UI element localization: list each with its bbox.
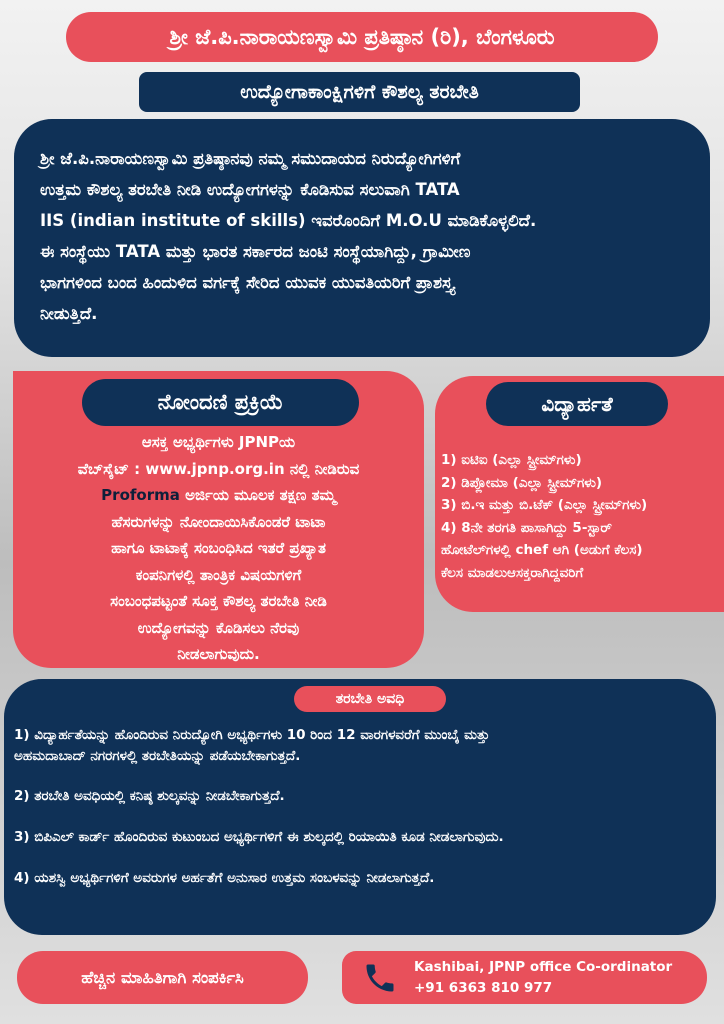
registration-line: ಉದ್ಯೋಗವನ್ನು ಕೊಡಿಸಲು ನೆರವು (137, 618, 300, 637)
page-subtitle (139, 72, 580, 112)
eligibility-item: 3) ಬಿ.ಇ ಮತ್ತು ಬಿ.ಟೆಕ್ (ಎಲ್ಲಾ ಸ್ಟ್ರೀಮ್‌ಗಳು) (441, 497, 648, 513)
intro-line: ನೀಡುತ್ತಿದೆ. (40, 304, 98, 323)
page-title (66, 12, 658, 62)
training-item: 3) ಬಿಪಿಎಲ್ ಕಾರ್ಡ್ ಹೊಂದಿರುವ ಕುಟುಂಬದ ಅಭ್ಯರ್ಥಿಗಳಿಗೆ ಈ ಶುಲ್ಕದಲ್ಲಿ ರಿಯಾಯಿತಿ ಕೂಡ ನೀಡಲಾಗುವುದು. (14, 829, 504, 845)
registration-line (29, 456, 408, 483)
page-title-text: ಶ್ರೀ ಜೆ.ಪಿ.ನಾರಾಯಣಸ್ವಾಮಿ ಪ್ರತಿಷ್ಠಾನ (ರಿ), ಬೆಂಗಳೂರು (169, 24, 555, 49)
eligibility-title (486, 382, 668, 426)
contact-name: Kashibai, JPNP office Co-ordinator (414, 959, 673, 975)
website-link[interactable]: www.jpnp.org.in (145, 459, 285, 478)
intro-line: ಈ ಸಂಸ್ಥೆಯು TATA ಮತ್ತು ಭಾರತ ಸರ್ಕಾರದ ಜಂಟಿ ಸಂಸ್ಥೆಯಾಗಿದ್ದು, ಗ್ರಾಮೀಣ (40, 242, 471, 261)
training-period-section (4, 679, 716, 935)
eligibility-item: 4) 8ನೇ ತರಗತಿ ಪಾಸಾಗಿದ್ದು 5-ಸ್ಟಾರ್ (441, 519, 612, 536)
proforma-label: Proforma (101, 486, 180, 504)
eligibility-item: ಹೋಟೆಲ್‌ಗಳಲ್ಲಿ chef ಆಗಿ (ಅಡುಗೆ ಕೆಲಸ) (441, 542, 643, 558)
training-item-line: ಅಹಮದಾಬಾದ್ ನಗರಗಳಲ್ಲಿ ತರಬೇತಿಯನ್ನು ಪಡೆಯಬೇಕಾಗುತ್ತದೆ. (14, 748, 301, 764)
registration-line: ನೀಡಲಾಗುವುದು. (177, 645, 260, 663)
registration-line-prefix: ವೆಬ್‌ಸೈಟ್ : (77, 459, 146, 478)
registration-line: ಸಂಬಂಧಪಟ್ಟಂತೆ ಸೂಕ್ತ ಕೌಶಲ್ಯ ತರಬೇತಿ ನೀಡಿ (110, 592, 327, 610)
contact-details (414, 957, 672, 999)
intro-line: IIS (indian institute of skills) ಇವರೊಂದಿಗೆ M.O.U ಮಾಡಿಕೊಳ್ಳಲಿದೆ. (40, 211, 537, 230)
intro-line: ಶ್ರೀ ಜೆ.ಪಿ.ನಾರಾಯಣಸ್ವಾಮಿ ಪ್ರತಿಷ್ಠಾನವು ನಮ್ಮ ಸಮುದಾಯದ ನಿರುದ್ಯೋಗಿಗಳಿಗೆ (40, 149, 461, 168)
registration-line: ಹೆಸರುಗಳನ್ನು ನೋಂದಾಯಿಸಿಕೊಂಡರೆ ಟಾಟಾ (111, 512, 326, 531)
phone-icon (362, 960, 398, 996)
registration-line (29, 482, 408, 509)
registration-line: ಹಾಗೂ ಟಾಟಾಕ್ಕೆ ಸಂಬಂಧಿಸಿದ ಇತರೆ ಪ್ರಖ್ಯಾತ (111, 539, 326, 557)
eligibility-item: 1) ಐಟಿಐ (ಎಲ್ಲಾ ಸ್ಟ್ರೀಮ್‌ಗಳು) (441, 452, 582, 468)
training-item (14, 725, 702, 767)
contact-phone[interactable]: +91 6363 810 977 (414, 980, 553, 996)
training-period-title-text: ತರಬೇತಿ ಅವಧಿ (335, 691, 405, 707)
training-item: 4) ಯಶಸ್ವಿ ಅಭ್ಯರ್ಥಿಗಳಿಗೆ ಅವರುಗಳ ಅರ್ಹತೆಗೆ ಅನುಸಾರ ಉತ್ತಮ ಸಂಬಳವನ್ನು ನೀಡಲಾಗುತ್ತದೆ. (14, 870, 435, 886)
training-item: 2) ತರಬೇತಿ ಅವಧಿಯಲ್ಲಿ ಕನಿಷ್ಠ ಶುಲ್ಕವನ್ನು ನೀಡಬೇಕಾಗುತ್ತದೆ. (14, 788, 285, 804)
registration-line-suffix: ಅರ್ಜಿಯ ಮೂಲಕ ತಕ್ಷಣ ತಮ್ಮ (179, 486, 336, 504)
intro-section (14, 119, 710, 357)
intro-line: ಉತ್ತಮ ಕೌಶಲ್ಯ ತರಬೇತಿ ನೀಡಿ ಉದ್ಯೋಗಗಳನ್ನು ಕೊಡಿಸುವ ಸಲುವಾಗಿ TATA (40, 180, 460, 199)
contact-prompt-text: ಹೆಚ್ಚಿನ ಮಾಹಿತಿಗಾಗಿ ಸಂಪರ್ಕಿಸಿ (81, 967, 244, 987)
registration-line: ಕಂಪನಿಗಳಲ್ಲಿ ತಾಂತ್ರಿಕ ವಿಷಯಗಳಿಗೆ (135, 565, 302, 584)
eligibility-title-text: ವಿದ್ಯಾರ್ಹತೆ (541, 392, 613, 416)
contact-prompt (17, 951, 308, 1004)
registration-line-suffix: ನಲ್ಲಿ ನೀಡಿರುವ (284, 459, 360, 478)
intro-line: ಭಾಗಗಳಿಂದ ಬಂದ ಹಿಂದುಳಿದ ವರ್ಗಕ್ಕೆ ಸೇರಿದ ಯುವಕ ಯುವತಿಯರಿಗೆ ಪ್ರಾಶಸ್ತ್ಯ (40, 273, 454, 292)
training-period-title (294, 686, 446, 712)
training-item-line: 1) ವಿದ್ಯಾರ್ಹತೆಯನ್ನು ಹೊಂದಿರುವ ನಿರುದ್ಯೋಗಿ ಅಭ್ಯರ್ಥಿಗಳು 10 ರಿಂದ 12 ವಾರಗಳವರೆಗೆ ಮುಂಬೈ ಮತ್ತು (14, 727, 490, 743)
contact-card (342, 951, 707, 1004)
eligibility-item: 2) ಡಿಪ್ಲೋಮಾ (ಎಲ್ಲಾ ಸ್ಟ್ರೀಮ್‌ಗಳು) (441, 474, 603, 491)
eligibility-item: ಕೆಲಸ ಮಾಡಲುಆಸಕ್ತರಾಗಿದ್ದವರಿಗೆ (441, 564, 584, 581)
registration-title-text: ನೋಂದಣಿ ಪ್ರಕ್ರಿಯೆ (157, 390, 284, 414)
registration-title (82, 379, 359, 426)
registration-line: ಆಸಕ್ತ ಅಭ್ಯರ್ಥಿಗಳು JPNPಯ (141, 433, 296, 451)
page-subtitle-text: ಉದ್ಯೋಗಾಕಾಂಕ್ಷಿಗಳಿಗೆ ಕೌಶಲ್ಯ ತರಬೇತಿ (240, 81, 479, 103)
